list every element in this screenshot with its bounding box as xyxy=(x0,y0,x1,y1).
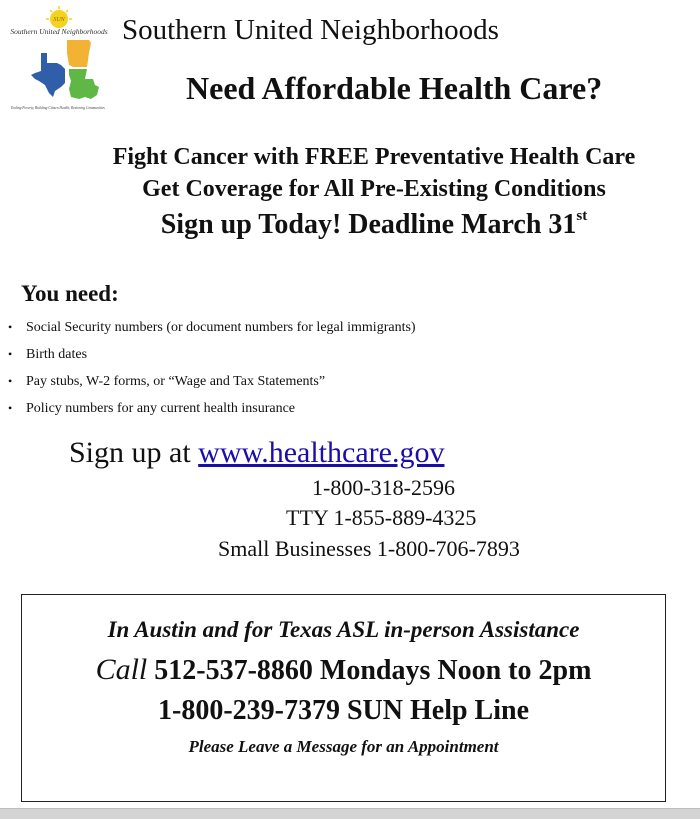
requirements-list xyxy=(8,317,416,425)
headline: Need Affordable Health Care? xyxy=(186,70,603,106)
healthcare-gov-link[interactable]: www.healthcare.gov xyxy=(198,436,445,469)
bullet-icon: • xyxy=(8,320,13,334)
business-phone: Small Businesses 1-800-706-7893 xyxy=(218,536,520,561)
sun-logo-graphic xyxy=(5,5,113,121)
list-item xyxy=(8,344,416,371)
louisiana-shape xyxy=(69,69,99,99)
logo-name: Southern United Neighborhoods xyxy=(10,27,108,36)
call-number-text: 512-537-8860 Mondays Noon to 2pm xyxy=(147,655,592,686)
signup-prefix: Sign up at xyxy=(69,436,199,469)
logo-badge: SUN xyxy=(53,17,65,23)
requirement-text: Social Security numbers (or document numbers for legal immigrants) xyxy=(26,320,416,335)
list-item xyxy=(8,317,416,344)
appointment-note: Please Leave a Message for an Appointment xyxy=(188,737,499,756)
call-line xyxy=(22,653,665,687)
texas-shape xyxy=(31,53,65,97)
sun-logo xyxy=(5,5,113,121)
signup-line xyxy=(69,436,444,470)
deadline-suffix: st xyxy=(576,208,588,224)
main-phone: 1-800-318-2596 xyxy=(312,475,455,500)
list-item xyxy=(8,398,416,425)
bullet-icon: • xyxy=(8,347,13,361)
org-name: Southern United Neighborhoods xyxy=(122,14,499,46)
tty-phone: TTY 1-855-889-4325 xyxy=(286,505,477,530)
coverage-line: Get Coverage for All Pre-Existing Conditions xyxy=(142,176,606,202)
cancer-line: Fight Cancer with FREE Preventative Health Care xyxy=(112,144,636,170)
bottom-scrollbar[interactable] xyxy=(0,808,700,819)
deadline-line xyxy=(0,208,700,241)
bullet-icon: • xyxy=(8,374,13,388)
bullet-icon: • xyxy=(8,401,13,415)
list-item xyxy=(8,371,416,398)
requirement-text: Birth dates xyxy=(26,347,88,362)
requirement-text: Policy numbers for any current health insurance xyxy=(26,401,296,416)
deadline-text: Sign up Today! Deadline March 31 xyxy=(160,209,577,240)
call-word: Call xyxy=(95,653,148,686)
logo-tagline: Ending Poverty, Building Citizen Health, Restoring Communities xyxy=(11,106,105,110)
austin-assistance-line: In Austin and for Texas ASL in-person Assistance xyxy=(107,617,580,642)
requirement-text: Pay stubs, W-2 forms, or “Wage and Tax Statements” xyxy=(26,374,326,389)
arkansas-shape xyxy=(67,40,91,67)
help-line: 1-800-239-7379 SUN Help Line xyxy=(158,695,529,726)
you-need-heading: You need: xyxy=(21,281,119,306)
